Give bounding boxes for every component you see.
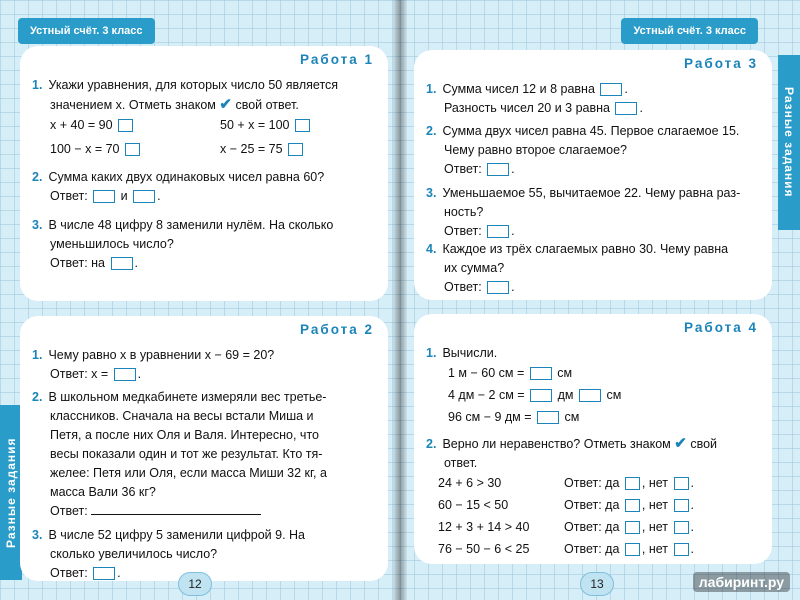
inequality-answer: Ответ: да , нет . <box>564 542 694 556</box>
inequality-row: 60 − 15 < 50 <box>438 498 509 512</box>
watermark-logo: лабиринт.ру <box>693 572 790 592</box>
inequality-row: 76 − 50 − 6 < 25 <box>438 542 530 556</box>
no-checkbox[interactable] <box>674 521 689 534</box>
answer-box[interactable] <box>530 389 552 402</box>
work1-task2: 2. Сумма каких двух одинаковых чисел равна 60? Ответ: и . <box>32 170 325 203</box>
check-icon: ✔ <box>219 96 232 113</box>
page-number-left: 12 <box>178 572 212 596</box>
answer-checkbox[interactable] <box>295 119 310 132</box>
work3-task1: 1. Сумма чисел 12 и 8 равна . Разность чисел 20 и 3 равна . <box>426 82 643 115</box>
answer-line[interactable] <box>91 503 261 515</box>
yes-checkbox[interactable] <box>625 477 640 490</box>
no-checkbox[interactable] <box>674 543 689 556</box>
work2-task3: 3. В числе 52 цифру 5 заменили цифрой 9. На сколько увеличилось число? Ответ: . <box>32 528 305 580</box>
equation-row: x + 40 = 90 <box>50 116 135 135</box>
work3-task3: 3. Уменьшаемое 55, вычитаемое 22. Чему равна раз- ность? Ответ: . <box>426 186 741 238</box>
work1-title: Работа 1 <box>300 52 374 67</box>
work2-task2: 2. В школьном медкабинете измеряли вес третье- классников. Сначала на весы встали Миша и Петя, а после них Оля и Валя. Интересно, что весы показали один и тот же результат. Кто тя- желее: Петя или Оля, если масса Миши 32 кг, а масса Вали 36 кг? Ответ: <box>32 390 327 518</box>
check-icon: ✔ <box>674 435 687 452</box>
work1-task3: 3. В числе 48 цифру 8 заменили нулём. На сколько уменьшилось число? Ответ: на . <box>32 218 334 270</box>
answer-checkbox[interactable] <box>118 119 133 132</box>
right-page <box>400 0 800 600</box>
calc-row: 1 м − 60 см = см <box>448 366 573 380</box>
inequality-row: 24 + 6 > 30 <box>438 476 502 490</box>
work1-panel <box>20 46 388 301</box>
side-label-left: Разные задания <box>0 405 22 580</box>
work3-task4: 4. Каждое из трёх слагаемых равно 30. Чему равна их сумма? Ответ: . <box>426 242 729 294</box>
answer-box[interactable] <box>600 83 622 96</box>
work1-task1: 1. Укажи уравнения, для которых число 50 является значением x. Отметь знаком ✔ свой ответ. <box>32 78 339 113</box>
no-checkbox[interactable] <box>674 477 689 490</box>
equation-row: 100 − x = 70 <box>50 140 142 159</box>
work4-panel <box>414 314 772 564</box>
yes-checkbox[interactable] <box>625 543 640 556</box>
inequality-answer: Ответ: да , нет . <box>564 476 694 490</box>
no-checkbox[interactable] <box>674 499 689 512</box>
work4-title: Работа 4 <box>684 320 758 335</box>
yes-checkbox[interactable] <box>625 499 640 512</box>
answer-box[interactable] <box>93 567 115 580</box>
inequality-row: 12 + 3 + 14 > 40 <box>438 520 530 534</box>
answer-box[interactable] <box>111 257 133 270</box>
calc-row: 96 см − 9 дм = см <box>448 410 580 424</box>
work4-task2: 2. Верно ли неравенство? Отметь знаком ✔ свой ответ. <box>426 435 717 470</box>
answer-box[interactable] <box>579 389 601 402</box>
answer-box[interactable] <box>537 411 559 424</box>
answer-box[interactable] <box>487 225 509 238</box>
answer-box[interactable] <box>487 163 509 176</box>
answer-box[interactable] <box>93 190 115 203</box>
work2-title: Работа 2 <box>300 322 374 337</box>
inequality-answer: Ответ: да , нет . <box>564 520 694 534</box>
inequality-answer: Ответ: да , нет . <box>564 498 694 512</box>
answer-checkbox[interactable] <box>125 143 140 156</box>
yes-checkbox[interactable] <box>625 521 640 534</box>
header-left: Устный счёт. 3 класс <box>18 18 155 44</box>
work3-task2: 2. Сумма двух чисел равна 45. Первое слагаемое 15. Чему равно второе слагаемое? Ответ: . <box>426 124 740 176</box>
answer-box[interactable] <box>530 367 552 380</box>
answer-box[interactable] <box>114 368 136 381</box>
answer-box[interactable] <box>133 190 155 203</box>
answer-box[interactable] <box>615 102 637 115</box>
work2-task1: 1. Чему равно x в уравнении x − 69 = 20? Ответ: x = . <box>32 348 275 381</box>
work3-title: Работа 3 <box>684 56 758 71</box>
answer-box[interactable] <box>487 281 509 294</box>
header-right: Устный счёт. 3 класс <box>621 18 758 44</box>
equation-row: x − 25 = 75 <box>220 140 305 159</box>
page-number-right: 13 <box>580 572 614 596</box>
work3-panel <box>414 50 772 300</box>
side-label-right: Разные задания <box>778 55 800 230</box>
work4-task1: 1. Вычисли. <box>426 346 498 360</box>
equation-row: 50 + x = 100 <box>220 116 312 135</box>
answer-checkbox[interactable] <box>288 143 303 156</box>
work2-panel <box>20 316 388 581</box>
book-spine <box>393 0 407 600</box>
calc-row: 4 дм − 2 см = дм см <box>448 388 622 402</box>
